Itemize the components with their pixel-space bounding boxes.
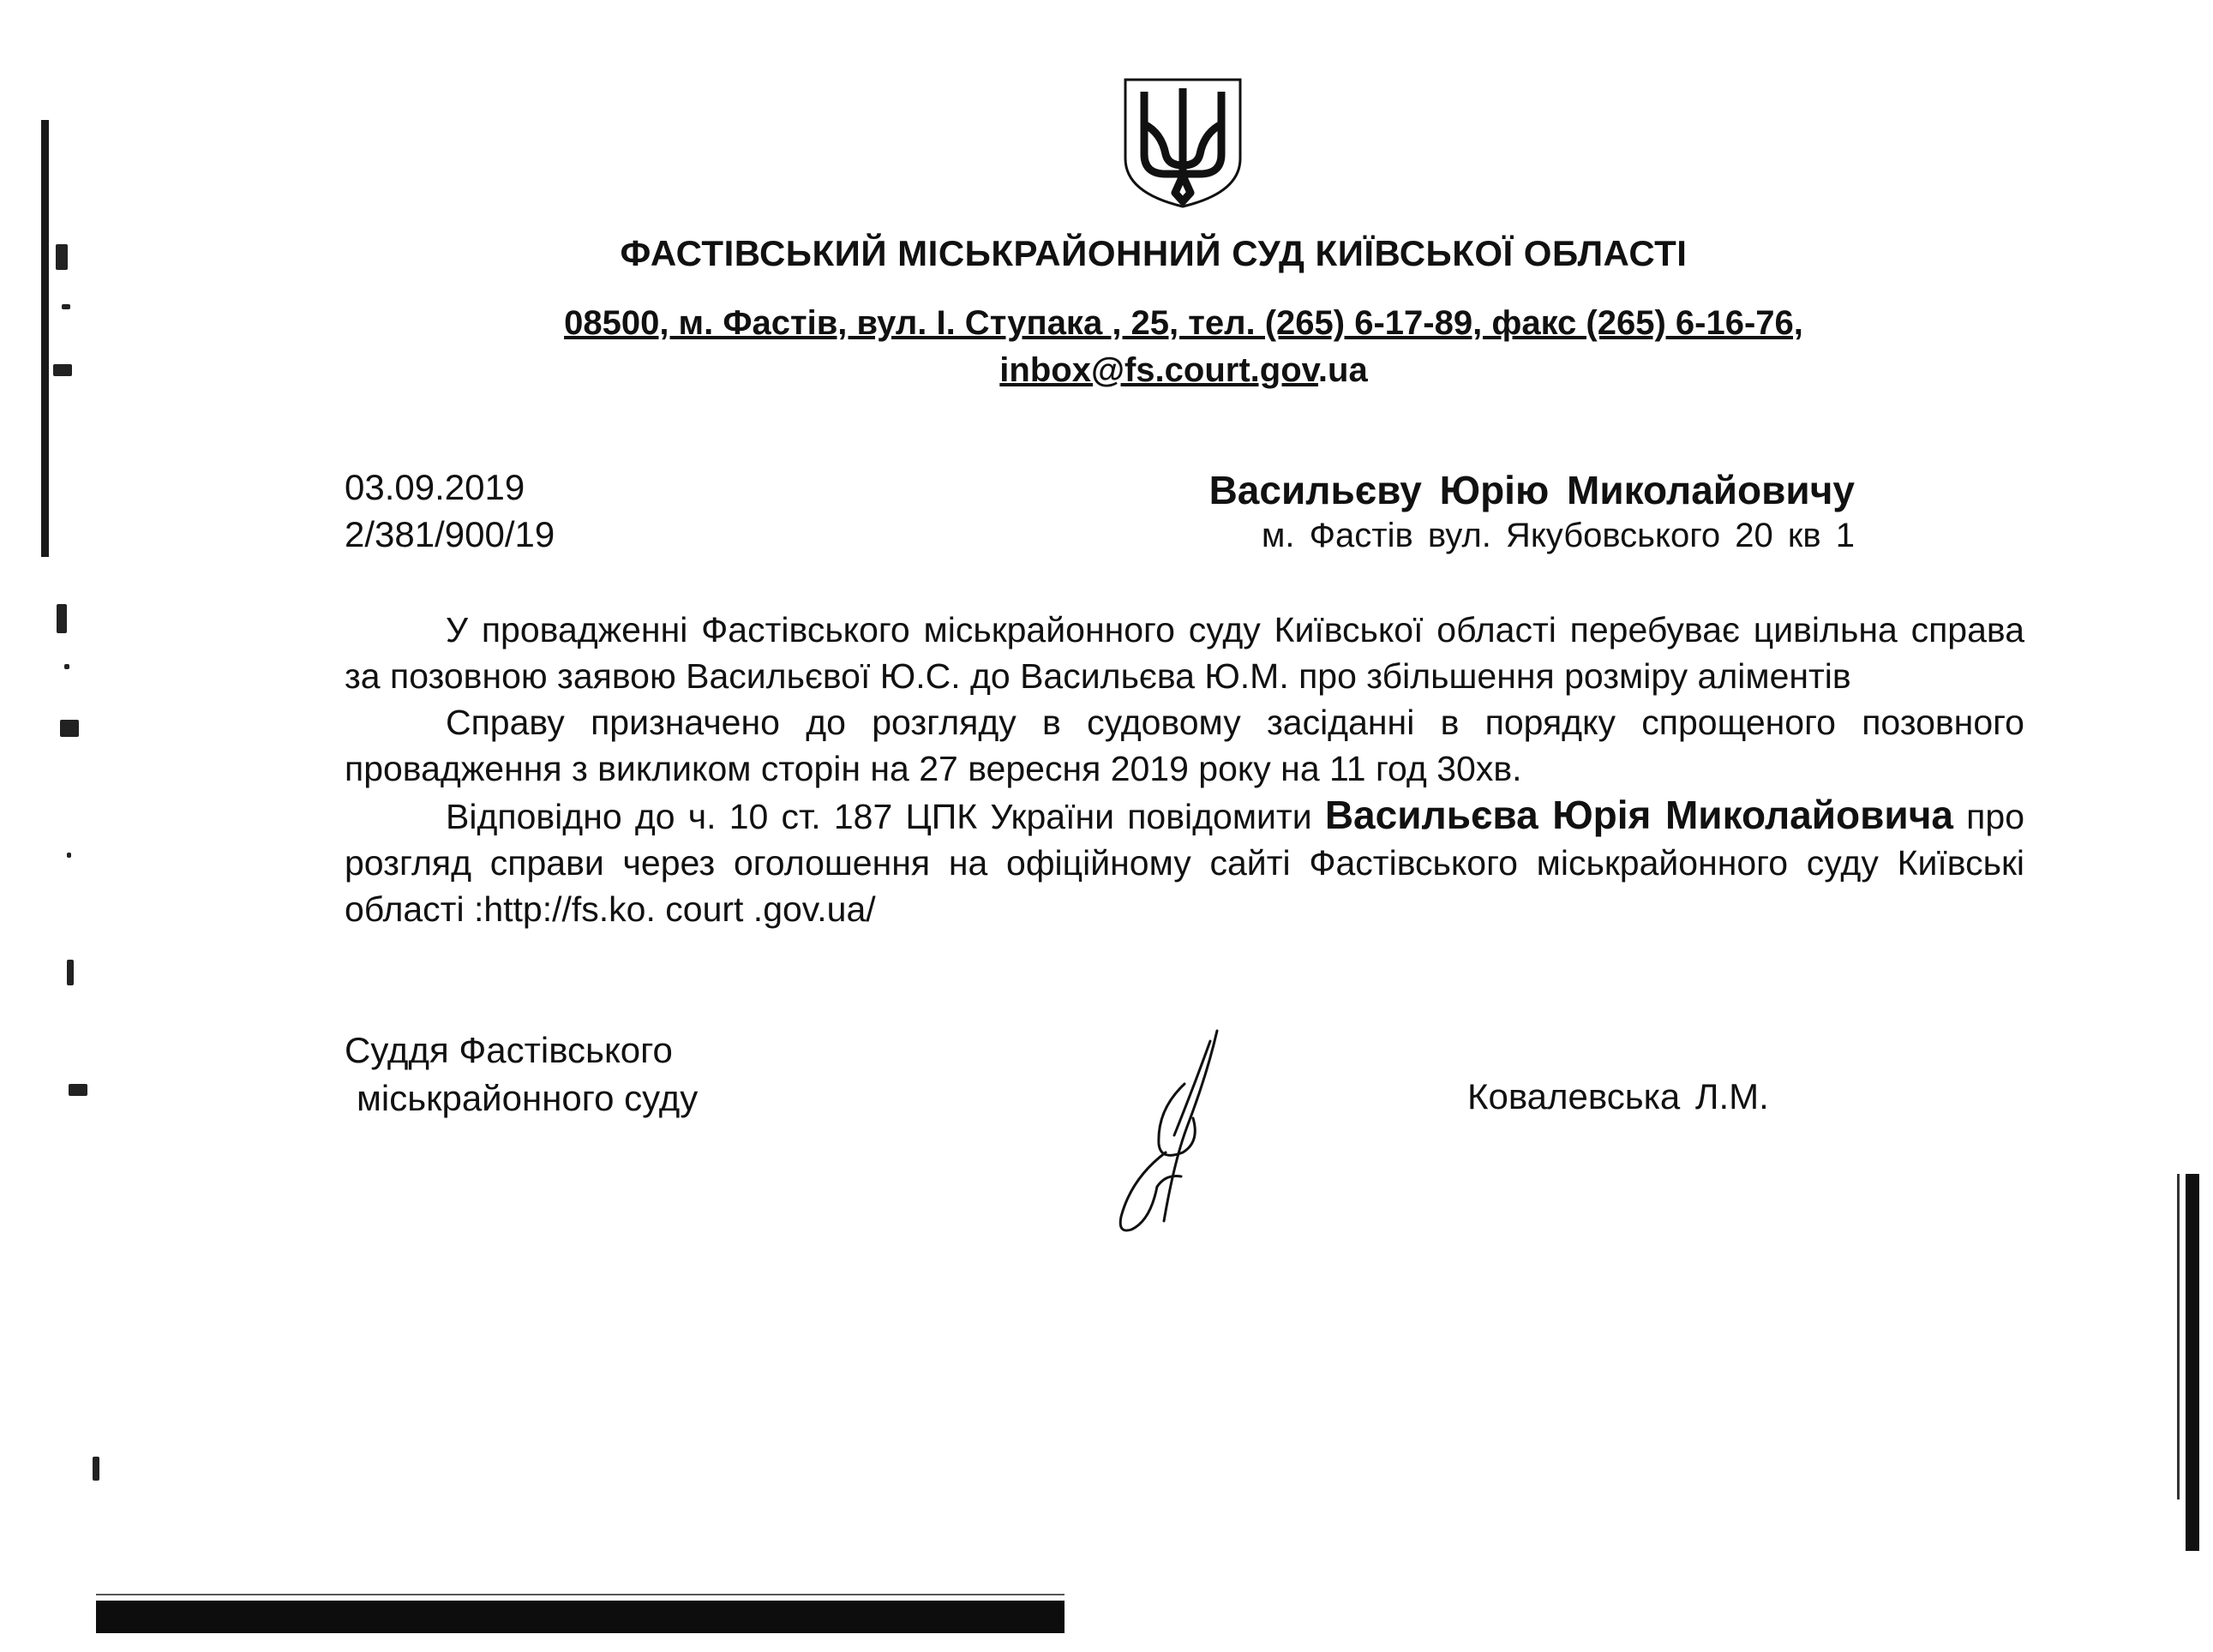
paragraph-hearing: Справу призначено до розгляду в судовому засіданні в порядку спрощеного позовного провадження з викликом сторін на 27 вересня 2019 року на 11 год 30хв. xyxy=(345,703,2024,788)
letter-date: 03.09.2019 xyxy=(345,467,525,507)
scan-edge-bottom xyxy=(96,1601,1065,1633)
notice-text-start: Відповідно до ч. 10 ст. 187 ЦПК України повідомити xyxy=(446,797,1325,836)
signer-title-line1: Суддя Фастівського xyxy=(345,1030,673,1070)
case-number: 2/381/900/19 xyxy=(345,514,555,554)
judge-name: Ковалевська Л.М. xyxy=(1467,1076,1769,1116)
scan-speck xyxy=(64,664,69,669)
court-address: 08500, м. Фастів, вул. І. Ступака , 25, тел. (265) 6-17-89, факс (265) 6-16-76, xyxy=(564,304,1803,342)
signer-title xyxy=(345,1027,698,1122)
scan-edge-bottom-line xyxy=(96,1594,1065,1595)
scan-speck xyxy=(67,960,74,985)
paragraph-case-info: У провадженні Фастівського міськрайонного суду Київської області перебуває цивільна справа за позовною заявою Васильєвої Ю.С. до Васильєва Ю.М. про збільшення розміру аліментів xyxy=(345,610,2024,696)
scan-speck xyxy=(93,1457,99,1481)
paragraph-notice xyxy=(345,792,2024,932)
court-email-suffix: .ua xyxy=(1317,351,1368,389)
recipient-name: Васильєву Юрію Миколайовичу xyxy=(1208,468,1855,512)
scan-speck xyxy=(67,853,71,858)
notice-defendant-name: Васильєва Юрія Миколайовича xyxy=(1324,793,1953,837)
court-email-link[interactable]: inbox@fs.court.gov xyxy=(999,351,1318,389)
scan-speck xyxy=(69,1084,87,1096)
scan-speck xyxy=(57,604,67,633)
signer-title-line2: міськрайонного суду xyxy=(357,1078,699,1118)
scan-edge-right-thin xyxy=(2177,1174,2180,1499)
trident-coat-of-arms-icon xyxy=(1118,73,1247,210)
scan-edge-right xyxy=(2186,1174,2199,1551)
court-email xyxy=(0,351,2213,390)
recipient-address: м. Фастів вул. Якубовського 20 кв 1 xyxy=(1261,517,1855,554)
scan-speck xyxy=(60,720,79,737)
notice-text-end: про розгляд справи через оголошення на офіційному сайті Фастівського міськрайонного суду Київські області :http://fs.ko. court .gov.ua/ xyxy=(345,797,2024,929)
court-name-heading: ФАСТІВСЬКИЙ МІСЬКРАЙОННИЙ СУД КИЇВСЬКОЇ ОБЛАСТІ xyxy=(620,233,1688,273)
letter-body xyxy=(345,607,2024,932)
handwritten-signature-icon xyxy=(1106,1024,1243,1238)
